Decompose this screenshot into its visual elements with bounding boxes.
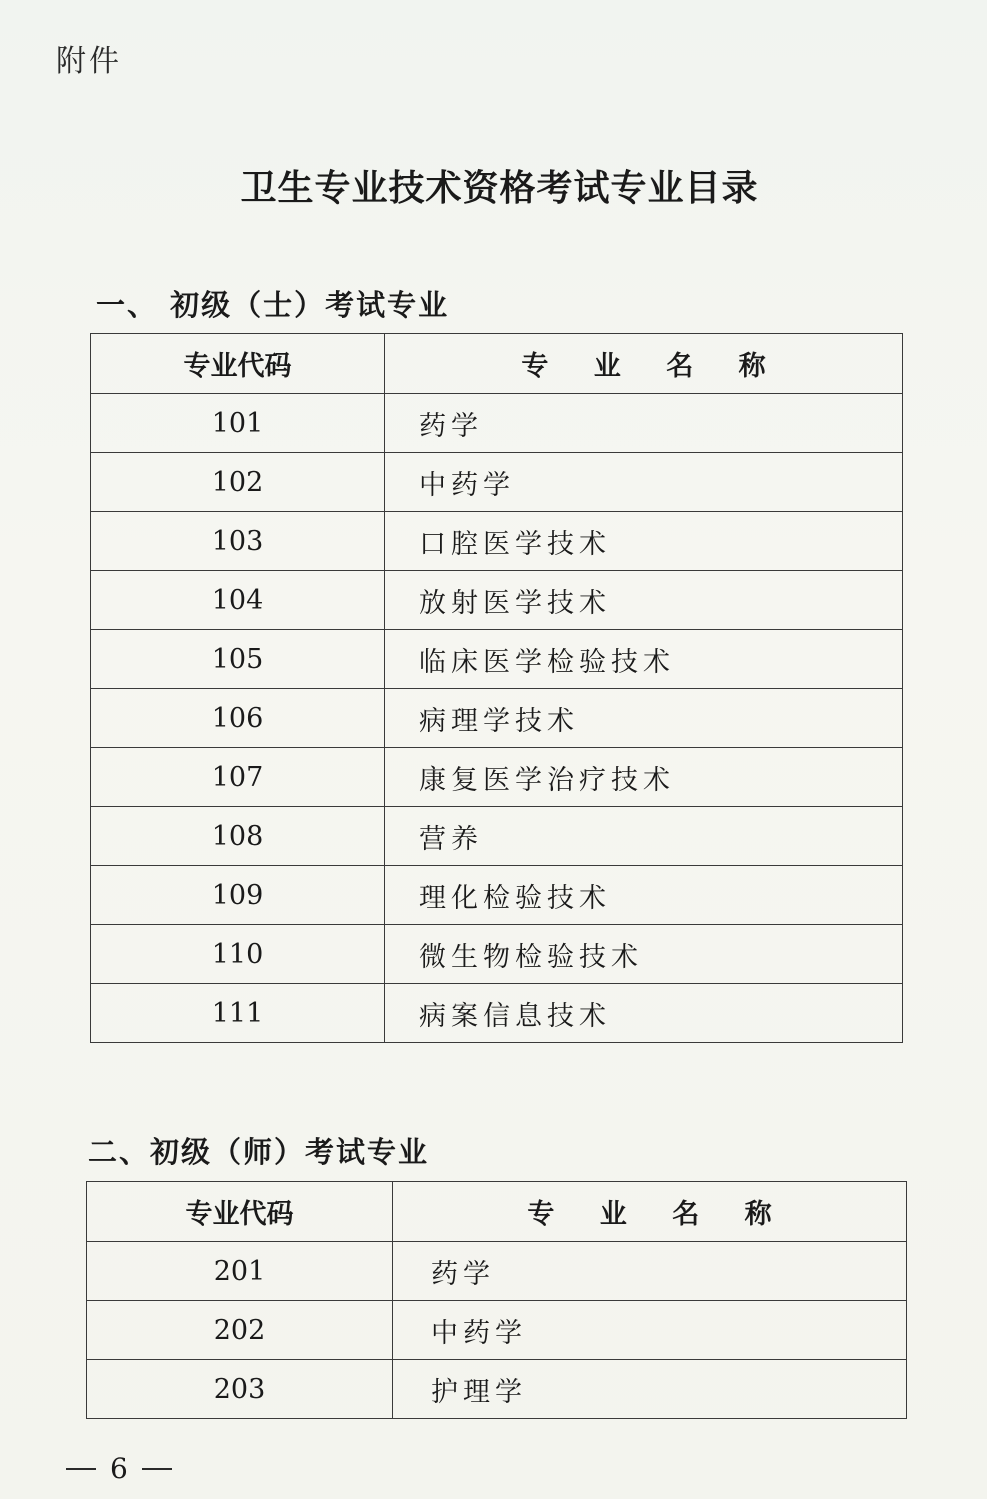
specialty-name: 中药学 xyxy=(385,453,903,512)
table-row xyxy=(91,866,903,925)
specialty-code: 105 xyxy=(91,630,385,689)
table-row xyxy=(91,807,903,866)
table-row xyxy=(87,1360,907,1419)
table-row xyxy=(91,748,903,807)
specialty-code: 104 xyxy=(91,571,385,630)
table-header-row xyxy=(87,1182,907,1242)
page-title: 卫生专业技术资格考试专业目录 xyxy=(240,168,759,209)
page-number-footer xyxy=(66,1452,172,1485)
column-header-name: 专 业 名 称 xyxy=(385,334,903,394)
specialty-name: 中药学 xyxy=(393,1301,907,1360)
column-header-code: 专业代码 xyxy=(87,1182,393,1242)
specialty-code: 106 xyxy=(91,689,385,748)
specialty-table-junior-practitioner xyxy=(86,1181,907,1419)
specialty-name: 护理学 xyxy=(393,1360,907,1419)
specialty-code: 108 xyxy=(91,807,385,866)
specialty-name: 理化检验技术 xyxy=(385,866,903,925)
specialty-code: 101 xyxy=(91,394,385,453)
section-heading-junior-practitioner: 二、初级（师）考试专业 xyxy=(88,1135,430,1169)
table-header-row xyxy=(91,334,903,394)
specialty-table-junior-technician xyxy=(90,333,903,1043)
page-number: 6 xyxy=(110,1452,128,1485)
specialty-code: 202 xyxy=(87,1301,393,1360)
specialty-code: 102 xyxy=(91,453,385,512)
table-row xyxy=(91,925,903,984)
specialty-code: 201 xyxy=(87,1242,393,1301)
column-header-name: 专 业 名 称 xyxy=(393,1182,907,1242)
specialty-name: 康复医学治疗技术 xyxy=(385,748,903,807)
specialty-code: 109 xyxy=(91,866,385,925)
table-row xyxy=(91,689,903,748)
dash-left xyxy=(66,1468,96,1470)
table-row xyxy=(91,571,903,630)
specialty-name: 临床医学检验技术 xyxy=(385,630,903,689)
table-row xyxy=(91,394,903,453)
table-row xyxy=(91,512,903,571)
specialty-code: 203 xyxy=(87,1360,393,1419)
specialty-name: 营养 xyxy=(385,807,903,866)
specialty-name: 病案信息技术 xyxy=(385,984,903,1043)
specialty-code: 103 xyxy=(91,512,385,571)
attachment-label: 附件 xyxy=(56,44,122,79)
table-row xyxy=(87,1301,907,1360)
specialty-name: 病理学技术 xyxy=(385,689,903,748)
table-row xyxy=(87,1242,907,1301)
specialty-code: 110 xyxy=(91,925,385,984)
specialty-code: 111 xyxy=(91,984,385,1043)
dash-right xyxy=(142,1468,172,1470)
section-heading-junior-technician: 一、 初级（士）考试专业 xyxy=(96,288,450,322)
specialty-name: 药学 xyxy=(393,1242,907,1301)
specialty-name: 放射医学技术 xyxy=(385,571,903,630)
column-header-code: 专业代码 xyxy=(91,334,385,394)
specialty-name: 微生物检验技术 xyxy=(385,925,903,984)
specialty-name: 口腔医学技术 xyxy=(385,512,903,571)
table-row xyxy=(91,453,903,512)
specialty-name: 药学 xyxy=(385,394,903,453)
table-row xyxy=(91,984,903,1043)
table-row xyxy=(91,630,903,689)
specialty-code: 107 xyxy=(91,748,385,807)
